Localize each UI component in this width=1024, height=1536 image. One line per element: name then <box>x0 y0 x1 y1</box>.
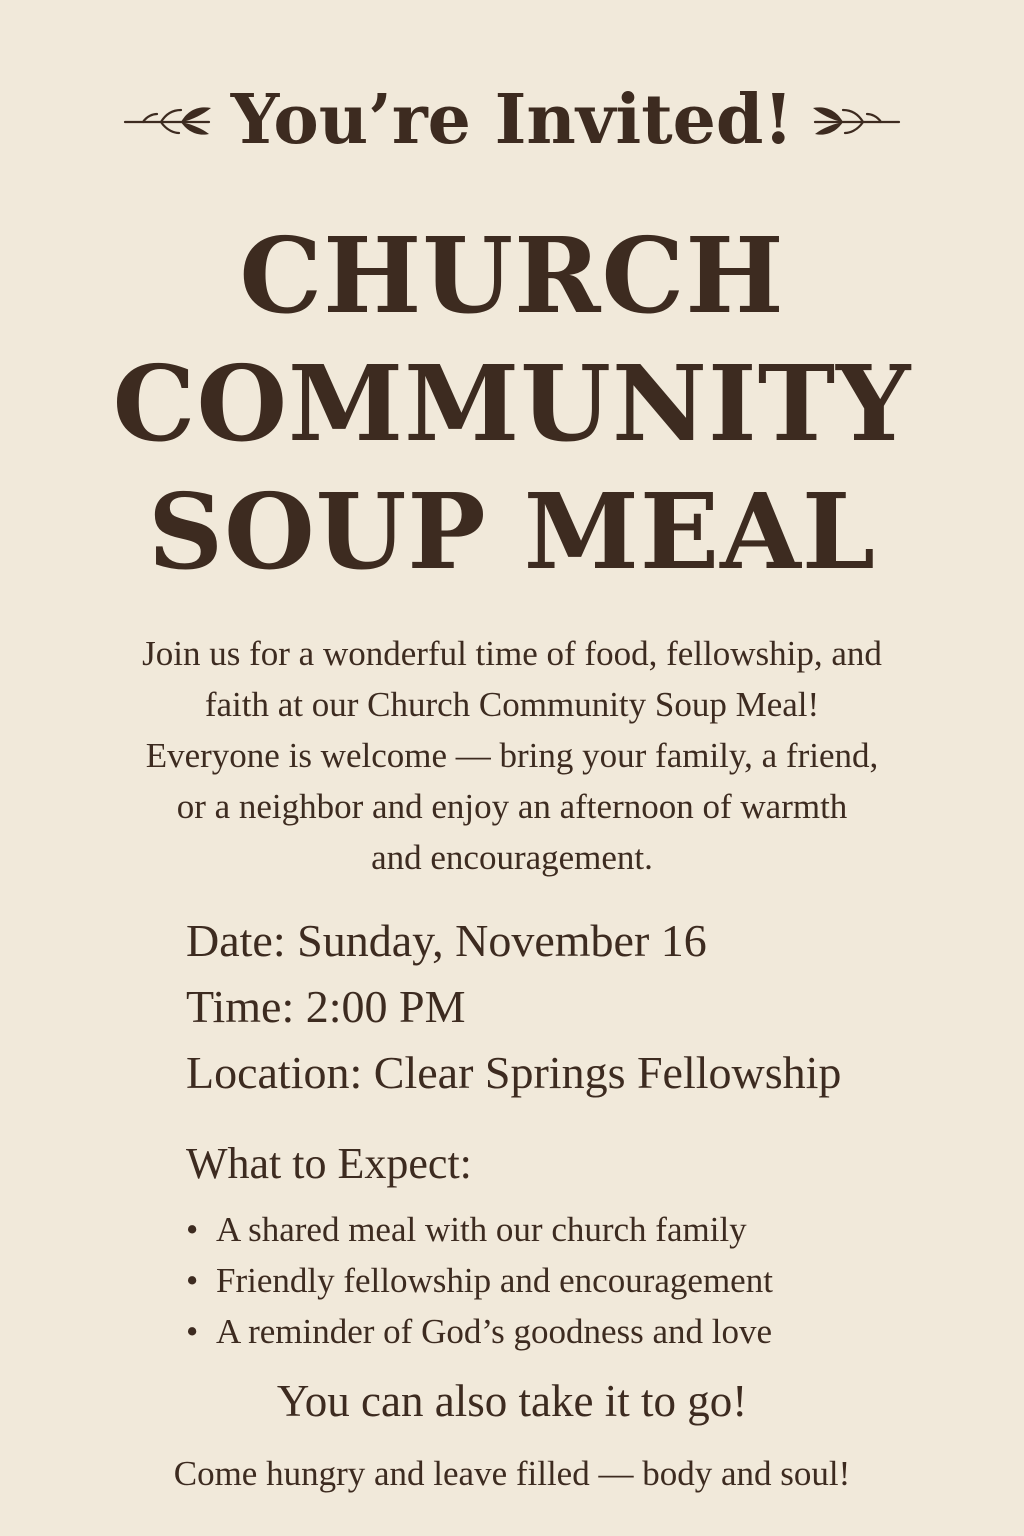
list-item <box>186 1306 773 1357</box>
event-time: Time: 2:00 PM <box>186 981 466 1032</box>
intro-line: and encouragement. <box>371 838 653 877</box>
intro-paragraph <box>80 628 944 883</box>
intro-line: Everyone is welcome — bring your family, a friend, <box>145 736 879 775</box>
list-item-text: A reminder of God’s goodness and love <box>216 1312 773 1351</box>
title-line-2: COMMUNITY <box>112 342 912 465</box>
event-title <box>0 212 1024 596</box>
title-line-3: SOUP MEAL <box>147 470 876 593</box>
list-item-text: A shared meal with our church family <box>216 1210 747 1249</box>
list-item <box>186 1255 773 1306</box>
intro-line: or a neighbor and enjoy an afternoon of warmth <box>176 787 848 826</box>
event-details <box>186 908 986 1106</box>
event-date: Date: Sunday, November 16 <box>186 915 707 966</box>
list-item <box>186 1204 773 1255</box>
invite-heading: You’re Invited! <box>230 80 794 160</box>
title-line-1: CHURCH <box>239 214 785 337</box>
header <box>0 80 1024 160</box>
intro-line: Join us for a wonderful time of food, fellowship, and <box>142 634 882 673</box>
expect-heading: What to Expect: <box>186 1139 472 1188</box>
list-item-text: Friendly fellowship and encouragement <box>216 1261 773 1300</box>
leaf-sprig-icon-right <box>811 100 903 140</box>
bullet-icon: • <box>186 1312 199 1351</box>
bullet-icon: • <box>186 1210 199 1249</box>
to-go-note: You can also take it to go! <box>276 1376 748 1426</box>
bullet-icon: • <box>186 1261 199 1300</box>
closing-line: Come hungry and leave filled — body and soul! <box>173 1454 851 1493</box>
event-location: Location: Clear Springs Fellowship <box>186 1047 842 1098</box>
leaf-sprig-icon-left <box>121 100 213 140</box>
intro-line: faith at our Church Community Soup Meal! <box>204 685 820 724</box>
expect-list <box>186 1204 773 1357</box>
